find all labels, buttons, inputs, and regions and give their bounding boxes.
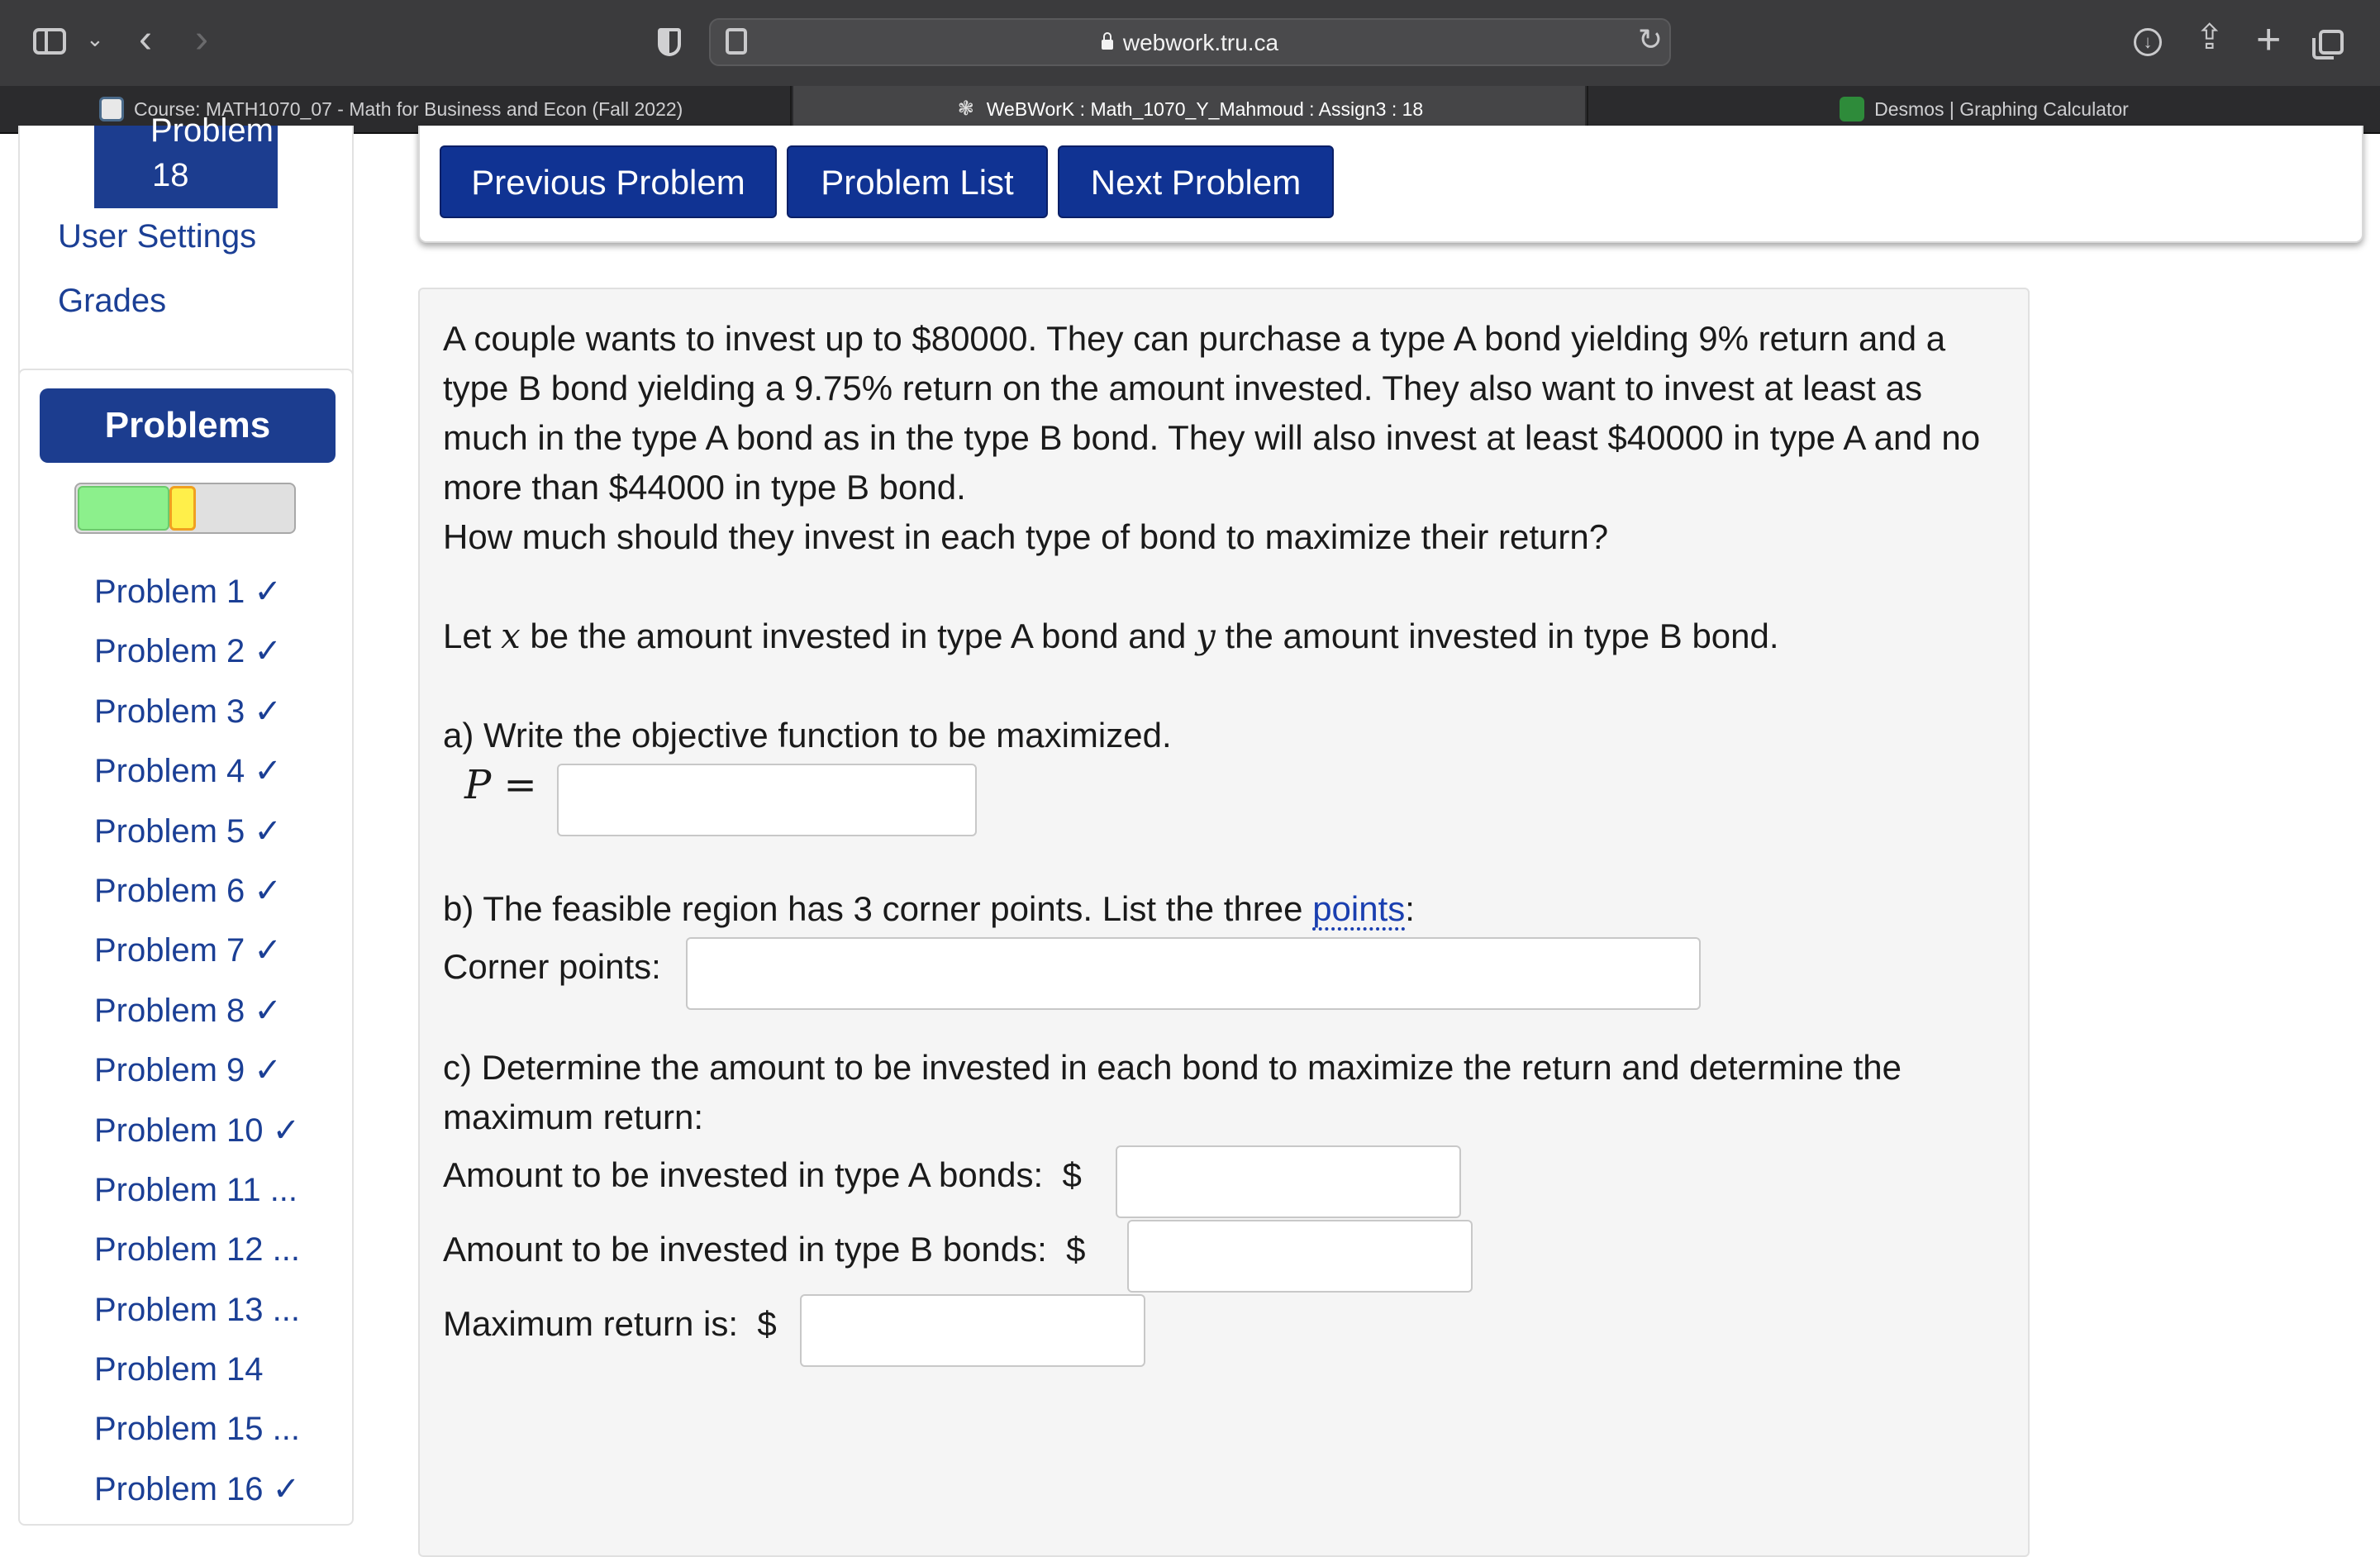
grades-link[interactable]: Grades — [58, 283, 167, 319]
amount-a-label: Amount to be invested in type A bonds: $ — [443, 1155, 1082, 1194]
new-tab-icon[interactable]: + — [2256, 16, 2282, 64]
sidebar-problem-link[interactable]: Problem 9 ✓ — [94, 1052, 282, 1089]
let-text: the amount invested in type B bond. — [1215, 617, 1779, 655]
address-bar[interactable] — [709, 18, 1671, 66]
sidebar-problem-link[interactable]: Problem 5 ✓ — [94, 812, 282, 850]
sidebar-toggle-icon[interactable] — [33, 28, 66, 55]
webwork-favicon-icon: ❃ — [957, 97, 974, 120]
sidebar-problem-link[interactable]: Problem 2 ✓ — [94, 633, 282, 670]
corner-points-input[interactable] — [686, 937, 1701, 1010]
part-c-prompt: c) Determine the amount to be invested in each bond to maximize the return and determine the maximum return: — [443, 1048, 1902, 1136]
part-b-text: b) The feasible region has 3 corner points. List the three — [443, 889, 1313, 928]
sidebar-problem-link[interactable]: Problem 11 ... — [94, 1171, 298, 1208]
sidebar-problem-link[interactable]: Problem 14 — [94, 1351, 264, 1388]
sidebar-problem-link[interactable]: Problem 8 ✓ — [94, 992, 282, 1029]
privacy-shield-icon[interactable] — [658, 28, 681, 56]
problem-nav-panel — [418, 126, 2363, 243]
points-help-link[interactable]: points — [1312, 891, 1405, 931]
progress-partial — [169, 486, 196, 531]
url-text: webwork.tru.ca — [1122, 30, 1279, 55]
progress-correct — [78, 486, 169, 531]
max-return-label: Maximum return is: $ — [443, 1304, 777, 1343]
reload-icon[interactable]: ↻ — [1638, 22, 1664, 56]
problem-list-button[interactable]: Problem List — [787, 145, 1048, 218]
var-x: x — [501, 616, 521, 656]
sidebar-problem-link[interactable]: Problem 3 ✓ — [94, 693, 282, 730]
previous-problem-button[interactable]: Previous Problem — [440, 145, 777, 218]
problems-panel — [18, 369, 354, 1526]
variable-definition — [443, 612, 2013, 661]
tab-title: Course: MATH1070_07 - Math for Business and Econ (Fall 2022) — [134, 98, 683, 120]
sidebar-problem-link[interactable]: Problem 10 ✓ — [94, 1112, 301, 1149]
tab-title: WeBWorK : Math_1070_Y_Mahmoud : Assign3 : 18 — [986, 98, 1424, 120]
browser-toolbar — [0, 0, 2380, 86]
problems-header: Problems — [40, 388, 336, 463]
max-return-input[interactable] — [800, 1294, 1145, 1367]
sidebar-problem-link[interactable]: Problem 16 ✓ — [94, 1470, 301, 1507]
sidebar-problem-link[interactable]: Problem 15 ... — [94, 1411, 301, 1448]
sidebar-problem-link[interactable]: Problem 12 ... — [94, 1231, 301, 1269]
tab-overview-icon[interactable] — [2319, 30, 2344, 55]
part-a-prompt: a) Write the objective function to be maximized. — [443, 716, 1172, 755]
user-settings-link[interactable]: User Settings — [58, 218, 257, 255]
next-problem-button[interactable]: Next Problem — [1058, 145, 1334, 218]
forward-icon[interactable]: › — [195, 17, 208, 61]
progress-bar — [74, 483, 296, 534]
download-icon[interactable]: ↓ — [2134, 28, 2162, 56]
p-label: P = — [464, 762, 537, 808]
part-b-prompt — [443, 884, 2013, 934]
part-b-end: : — [1405, 889, 1415, 928]
lock-icon — [1102, 40, 1113, 50]
objective-function-input[interactable] — [557, 764, 977, 836]
let-text: be the amount invested in type A bond and — [520, 617, 1197, 655]
course-favicon-icon — [99, 97, 124, 121]
amount-a-input[interactable] — [1116, 1145, 1461, 1218]
let-text: Let — [443, 617, 502, 655]
chevron-down-icon[interactable]: ⌄ — [86, 26, 104, 51]
desmos-favicon-icon — [1840, 97, 1864, 121]
var-y: y — [1196, 616, 1216, 656]
sidebar-problem-link[interactable]: Problem 1 ✓ — [94, 574, 282, 610]
problem-list — [94, 569, 300, 1526]
amount-b-label: Amount to be invested in type B bonds: $ — [443, 1230, 1086, 1269]
sidebar-problem-link[interactable]: Problem 13 ... — [94, 1291, 301, 1328]
webwork-page — [0, 112, 2380, 1507]
problem-body — [418, 288, 2030, 1557]
sidebar-problem-link[interactable]: Problem 4 ✓ — [94, 753, 282, 790]
corner-points-label: Corner points: — [443, 947, 661, 986]
sidebar-problem-link[interactable]: Problem 7 ✓ — [94, 932, 282, 969]
current-problem-indicator[interactable] — [94, 112, 278, 208]
tab-title: Desmos | Graphing Calculator — [1874, 98, 2129, 120]
back-icon[interactable]: ‹ — [139, 17, 152, 61]
problem-question: How much should they invest in each type of bond to maximize their return? — [443, 517, 1609, 556]
amount-b-input[interactable] — [1127, 1220, 1473, 1293]
current-problem-number: 18 — [152, 157, 189, 193]
problem-intro: A couple wants to invest up to $80000. They can purchase a type A bond yielding 9% return and a type B bond yielding a 9.75% return on the amount invested. They also want to invest at least as much in the type A bond as in the type B bond. They will also invest at least $40000 in type A and no more than $44000 in type B bond. — [443, 319, 1981, 507]
share-icon[interactable]: ⇪ — [2195, 17, 2225, 56]
sidebar-problem-link[interactable]: Problem 6 ✓ — [94, 872, 282, 909]
current-problem-label: Problem — [150, 112, 274, 149]
